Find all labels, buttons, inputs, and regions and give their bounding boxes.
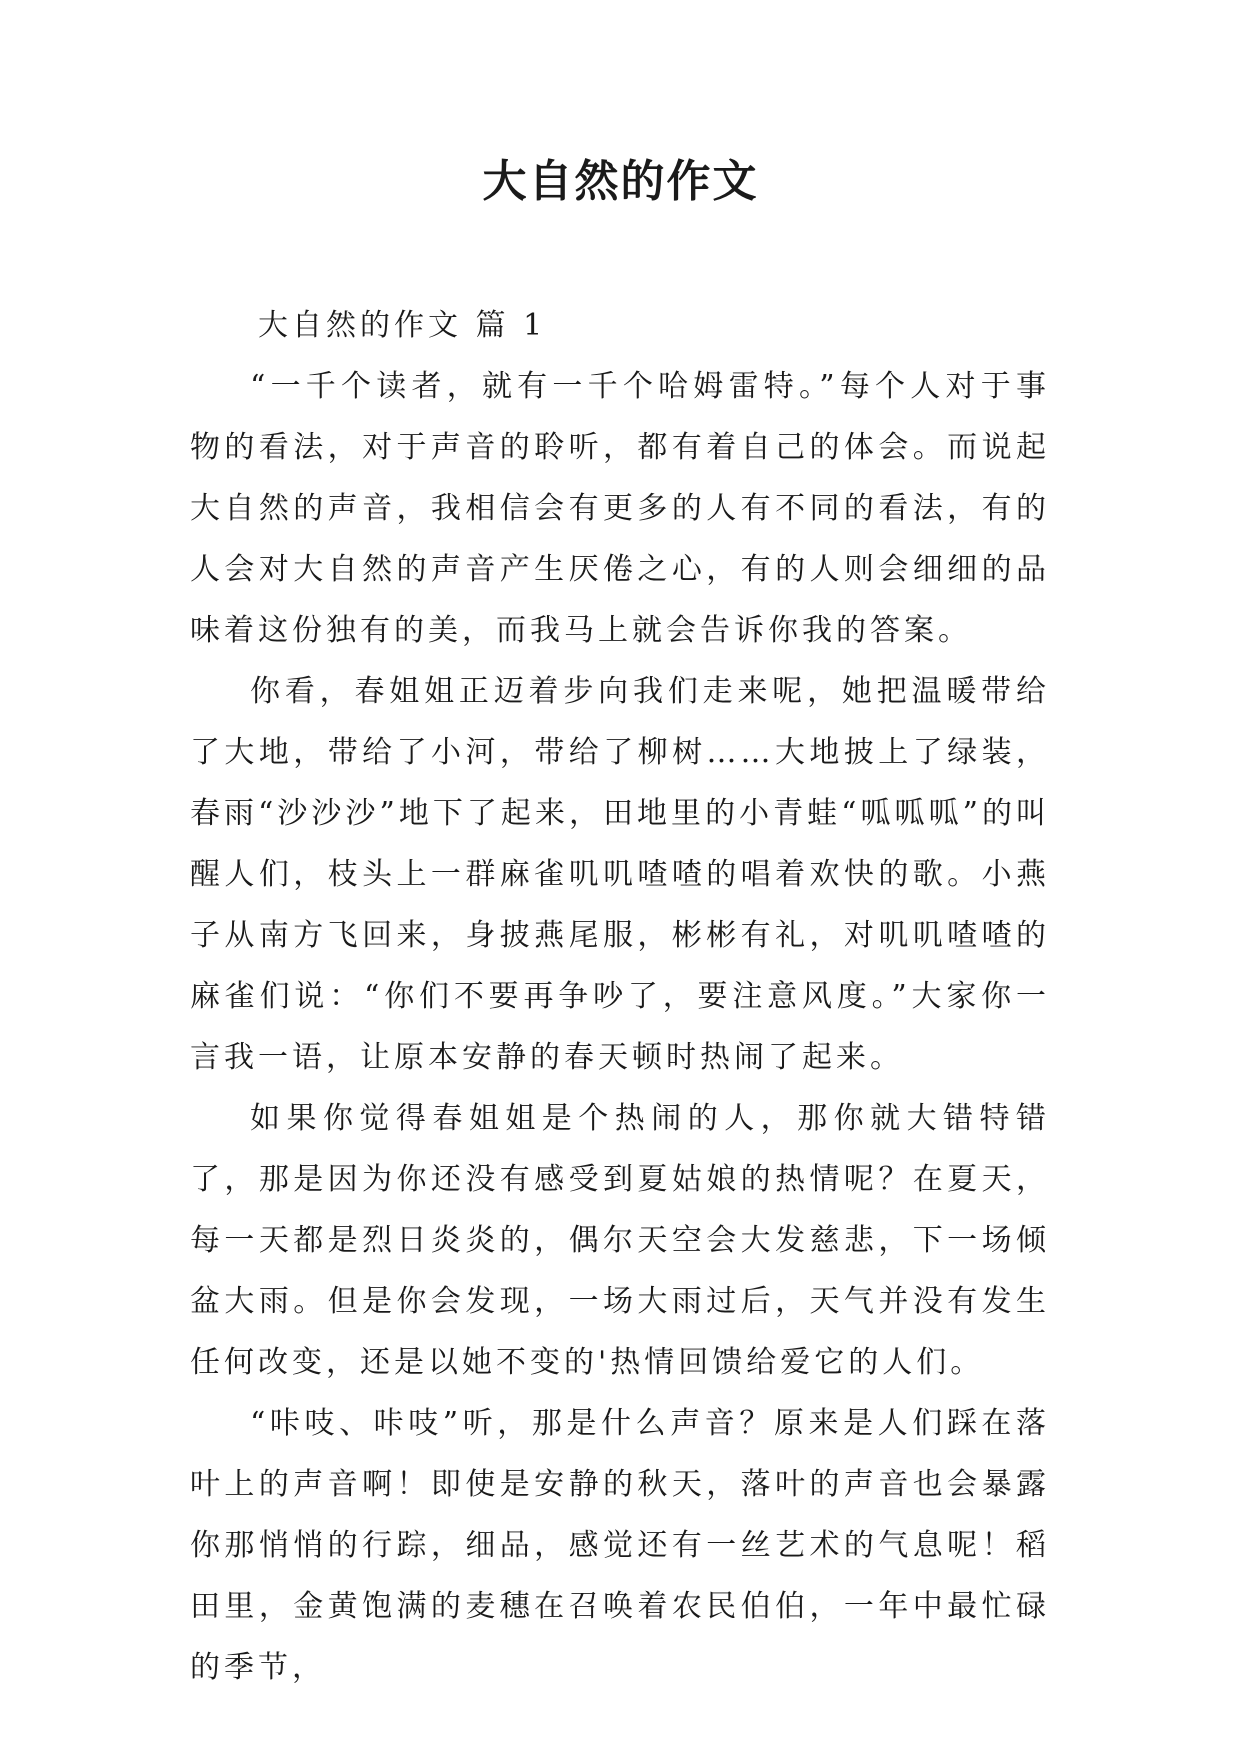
document-body	[190, 295, 1050, 1698]
paragraph-4: “咔吱、咔吱”听，那是什么声音？原来是人们踩在落叶上的声音啊！即使是安静的秋天，落叶的声音也会暴露你那悄悄的行踪，细品，感觉还有一丝艺术的气息呢！稻田里，金黄饱满的麦穗在召唤着农民伯伯，一年中最忙碌的季节，	[190, 1406, 1050, 1685]
section-heading: 大自然的作文 篇 1	[258, 308, 547, 343]
paragraph-3: 如果你觉得春姐姐是个热闹的人，那你就大错特错了，那是因为你还没有感受到夏姑娘的热情呢？在夏天，每一天都是烈日炎炎的，偶尔天空会大发慈悲，下一场倾盆大雨。但是你会发现，一场大雨过后，天气并没有发生任何改变，还是以她不变的'热情回馈给爱它的人们。	[190, 1101, 1050, 1380]
paragraph-1: “一千个读者，就有一千个哈姆雷特。”每个人对于事物的看法，对于声音的聆听，都有着自己的体会。而说起大自然的声音，我相信会有更多的人有不同的看法，有的人会对大自然的声音产生厌倦之心，有的人则会细细的品味着这份独有的美，而我马上就会告诉你我的答案。	[190, 369, 1050, 648]
paragraph-2: 你看，春姐姐正迈着步向我们走来呢，她把温暖带给了大地，带给了小河，带给了柳树……大地披上了绿装，春雨“沙沙沙”地下了起来，田地里的小青蛙“呱呱呱”的叫醒人们，枝头上一群麻雀叽叽喳喳的唱着欢快的歌。小燕子从南方飞回来，身披燕尾服，彬彬有礼，对叽叽喳喳的麻雀们说：“你们不要再争吵了，要注意风度。”大家你一言我一语，让原本安静的春天顿时热闹了起来。	[190, 674, 1050, 1075]
document-title: 大自然的作文	[482, 156, 759, 207]
